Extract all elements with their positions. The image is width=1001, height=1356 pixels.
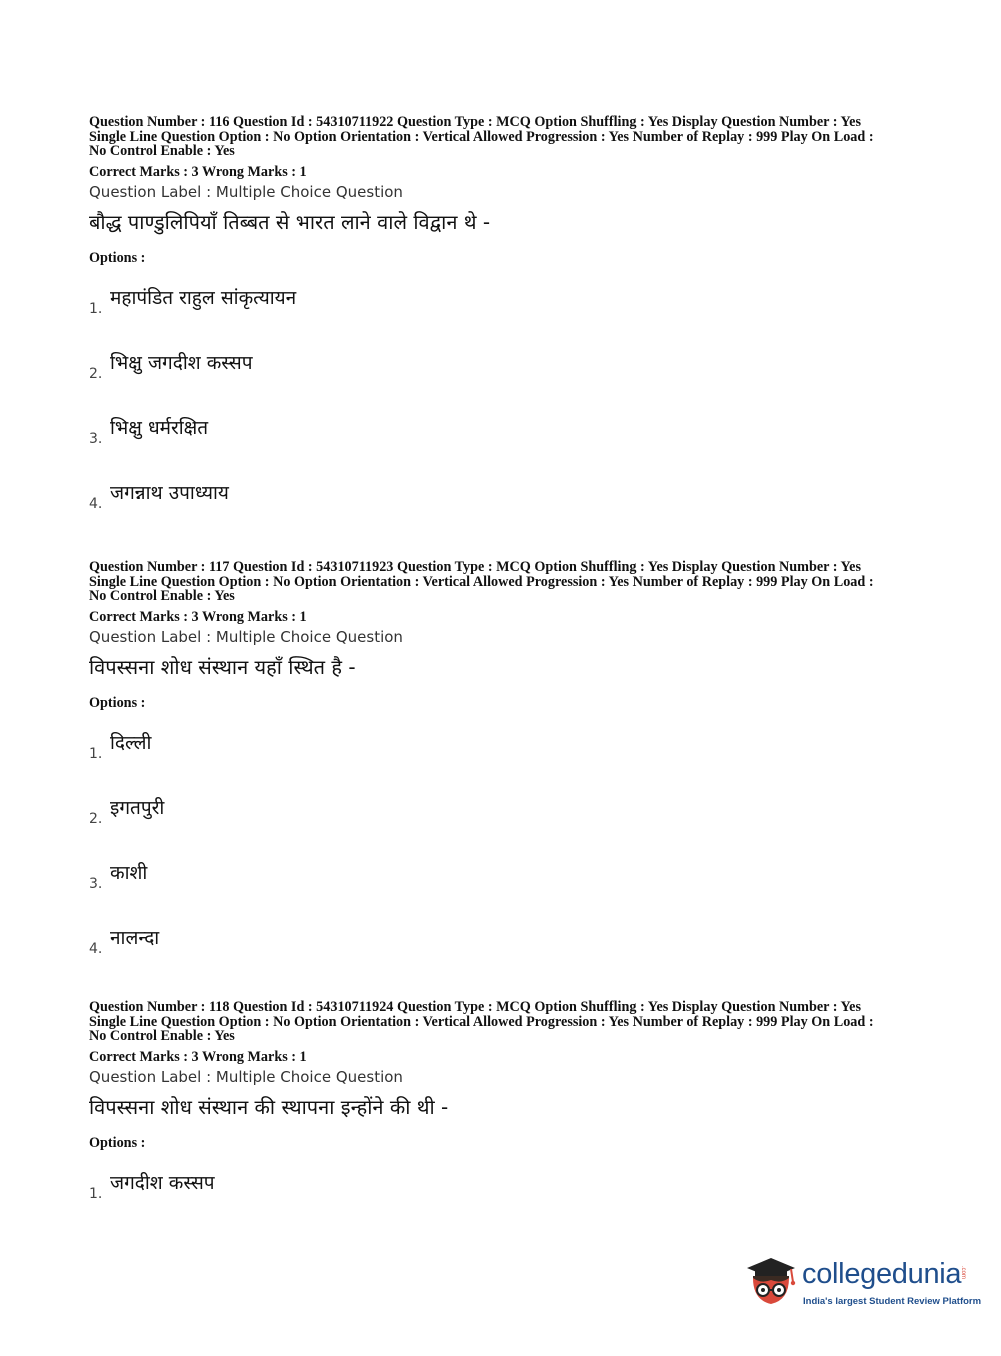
logo-tagline: India's largest Student Review Platform <box>803 1296 982 1307</box>
option-item <box>89 1151 919 1201</box>
option-number: 2. <box>89 365 103 382</box>
question-meta-line-2: Single Line Question Option : No Option Orientation : Vertical Allowed Progression : Yes Number of Replay : 999 Play On Load : <box>89 1013 874 1030</box>
option-text: महापंडित राहुल सांकृत्यायन <box>110 286 297 309</box>
option-item <box>89 381 919 446</box>
option-number: 1. <box>89 300 103 317</box>
options-label: Options : <box>89 694 146 711</box>
options-list <box>89 266 919 511</box>
option-text: काशी <box>110 861 148 884</box>
question-meta-line-3: No Control Enable : Yes <box>89 143 235 160</box>
question-label: Question Label : Multiple Choice Question <box>89 182 403 201</box>
option-item <box>89 891 919 956</box>
question-text: बौद्ध पाण्डुलिपियाँ तिब्बत से भारत लाने वाले विद्वान थे - <box>89 209 491 234</box>
question-marks: Correct Marks : 3 Wrong Marks : 1 <box>89 608 307 625</box>
option-number: 1. <box>89 745 103 762</box>
option-number: 3. <box>89 875 103 892</box>
options-label: Options : <box>89 249 146 266</box>
question-marks: Correct Marks : 3 Wrong Marks : 1 <box>89 1048 307 1065</box>
option-item <box>89 446 919 511</box>
logo-wordmark: collegedunia <box>802 1258 962 1290</box>
option-text: जगदीश कस्सप <box>110 1171 215 1194</box>
option-text: इगतपुरी <box>110 796 165 819</box>
option-number: 3. <box>89 430 103 447</box>
option-number: 2. <box>89 810 103 827</box>
option-text: भिक्षु धर्मरक्षित <box>110 416 209 439</box>
options-list <box>89 1151 919 1201</box>
question-label: Question Label : Multiple Choice Question <box>89 1067 403 1086</box>
collegedunia-logo <box>741 1252 982 1314</box>
option-text: भिक्षु जगदीश कस्सप <box>110 351 253 374</box>
option-item <box>89 761 919 826</box>
logo-dotcom: .com <box>960 1266 966 1280</box>
option-text: दिल्ली <box>110 731 152 754</box>
option-text: नालन्दा <box>110 926 160 949</box>
question-meta-line-2: Single Line Question Option : No Option Orientation : Vertical Allowed Progression : Yes Number of Replay : 999 Play On Load : <box>89 128 874 145</box>
question-117 <box>89 560 919 956</box>
option-number: 4. <box>89 495 103 512</box>
question-meta-line-2: Single Line Question Option : No Option Orientation : Vertical Allowed Progression : Yes Number of Replay : 999 Play On Load : <box>89 573 874 590</box>
option-item <box>89 316 919 381</box>
question-meta-line-1: Question Number : 118 Question Id : 54310711924 Question Type : MCQ Option Shuffling : Yes Display Question Number : Yes <box>89 999 861 1015</box>
question-116 <box>89 115 919 511</box>
option-number: 4. <box>89 940 103 957</box>
option-item <box>89 266 919 316</box>
question-meta-line-1: Question Number : 116 Question Id : 54310711922 Question Type : MCQ Option Shuffling : Yes Display Question Number : Yes <box>89 114 861 130</box>
question-118 <box>89 1000 919 1201</box>
question-meta-line-1: Question Number : 117 Question Id : 54310711923 Question Type : MCQ Option Shuffling : Yes Display Question Number : Yes <box>89 559 861 575</box>
question-meta-line-3: No Control Enable : Yes <box>89 588 235 605</box>
question-marks: Correct Marks : 3 Wrong Marks : 1 <box>89 163 307 180</box>
graduate-mascot-icon <box>741 1252 799 1314</box>
option-text: जगन्नाथ उपाध्याय <box>110 481 229 504</box>
option-item <box>89 826 919 891</box>
question-text: विपस्सना शोध संस्थान की स्थापना इन्होंने की थी - <box>89 1094 449 1119</box>
option-item <box>89 711 919 761</box>
question-text: विपस्सना शोध संस्थान यहाँ स्थित है - <box>89 654 356 679</box>
option-number: 1. <box>89 1185 103 1202</box>
question-meta-line-3: No Control Enable : Yes <box>89 1028 235 1045</box>
options-list <box>89 711 919 956</box>
options-label: Options : <box>89 1134 146 1151</box>
question-label: Question Label : Multiple Choice Question <box>89 627 403 646</box>
